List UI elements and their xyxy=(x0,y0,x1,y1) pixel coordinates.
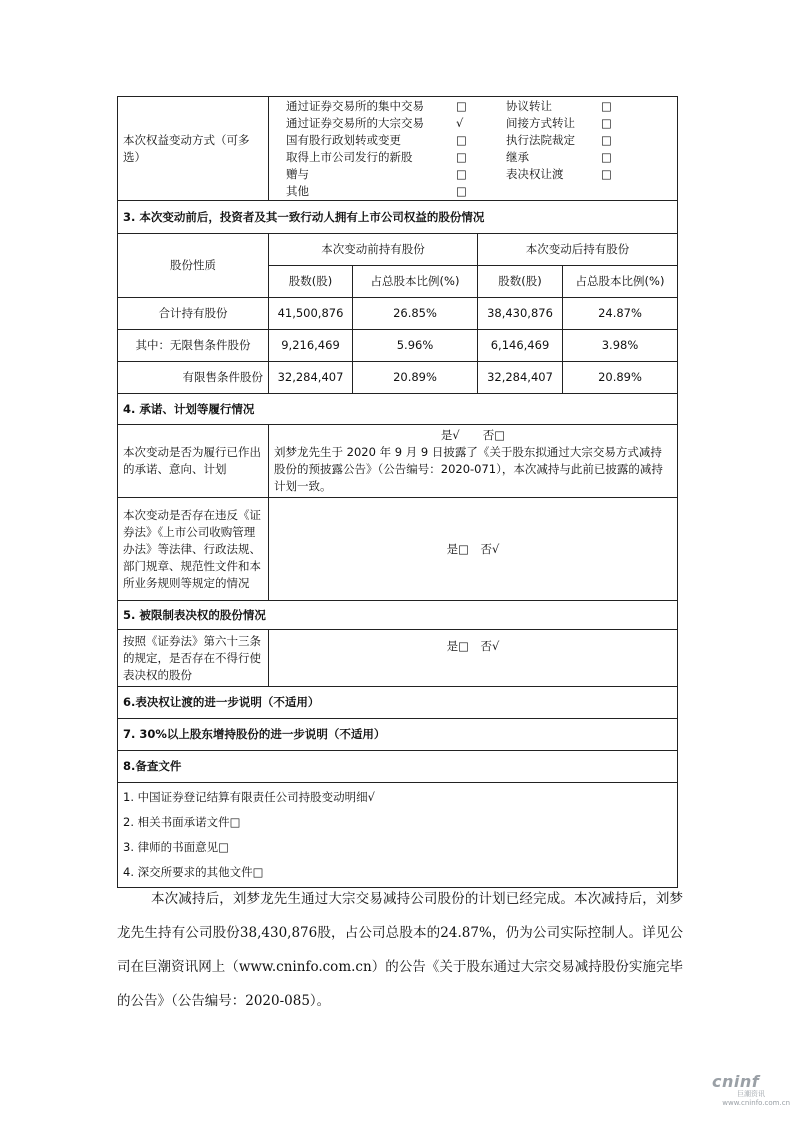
voting-restriction-question: 按照《证券法》第六十三条的规定，是否存在不得行使表决权的股份 xyxy=(118,630,269,687)
option-mark: □ xyxy=(601,98,612,113)
option-mark: □ xyxy=(456,149,467,164)
option-text: 表决权让渡 xyxy=(506,166,564,181)
after-shares-header: 股数(股) xyxy=(478,266,563,298)
list-item: 2. 相关书面承诺文件□ xyxy=(123,815,241,829)
before-ratio-header: 占总股本比例(%) xyxy=(353,266,478,298)
option-text: 协议转让 xyxy=(506,98,552,113)
after-header: 本次变动后持有股份 xyxy=(478,234,678,266)
equity-change-table xyxy=(117,96,678,888)
table-row xyxy=(118,298,678,330)
section6-title: 6.表决权让渡的进一步说明（不适用） xyxy=(118,687,678,719)
option-mark: □ xyxy=(601,149,612,164)
watermark-brand: cninf xyxy=(712,1072,760,1091)
disclosure-document xyxy=(117,96,677,888)
list-item: 3. 律师的书面意见□ xyxy=(123,840,229,854)
option-mark: □ xyxy=(456,132,467,147)
watermark-sub: 巨潮资讯 xyxy=(737,1090,765,1098)
violation-question: 本次变动是否存在违反《证券法》《上市公司收购管理办法》等法律、行政法规、部门规章、规范性文件和本所业务规则等规定的情况 xyxy=(118,498,269,601)
watermark-url: www.cninfo.com.cn xyxy=(722,1099,790,1107)
after-shares: 6,146,469 xyxy=(478,330,563,362)
option-text: 其他 xyxy=(286,183,309,198)
option-mark: □ xyxy=(601,132,612,147)
option-text: 赠与 xyxy=(286,166,309,181)
option-mark: √ xyxy=(456,115,464,130)
commitment-yesno: 是√ 否□ xyxy=(440,428,506,442)
option-mark: □ xyxy=(601,115,612,130)
before-shares-header: 股数(股) xyxy=(269,266,353,298)
section7-title: 7. 30%以上股东增持股份的进一步说明（不适用） xyxy=(118,719,678,751)
after-shares: 38,430,876 xyxy=(478,298,563,330)
change-method-label: 本次权益变动方式（可多选） xyxy=(118,97,269,201)
section5-title: 5. 被限制表决权的股份情况 xyxy=(118,601,678,630)
table-row xyxy=(118,362,678,394)
before-shares: 32,284,407 xyxy=(269,362,353,394)
row-label: 合计持有股份 xyxy=(118,298,269,330)
option-mark: □ xyxy=(456,166,467,181)
cninfo-watermark xyxy=(712,1072,790,1112)
before-ratio: 26.85% xyxy=(353,298,478,330)
option-text: 通过证券交易所的大宗交易 xyxy=(286,115,424,130)
before-shares: 41,500,876 xyxy=(269,298,353,330)
before-ratio: 20.89% xyxy=(353,362,478,394)
table-row xyxy=(118,330,678,362)
change-method-options xyxy=(269,98,677,200)
violation-yesno: 是□ 否√ xyxy=(269,498,678,601)
option-mark: □ xyxy=(601,166,612,181)
after-ratio-header: 占总股本比例(%) xyxy=(563,266,678,298)
option-mark: □ xyxy=(456,98,467,113)
reference-docs xyxy=(118,783,678,888)
section8-title: 8.备查文件 xyxy=(118,751,678,783)
option-text: 国有股行政划转或变更 xyxy=(286,132,401,147)
option-text: 间接方式转让 xyxy=(506,115,575,130)
section4-title: 4. 承诺、计划等履行情况 xyxy=(118,394,678,425)
before-ratio: 5.96% xyxy=(353,330,478,362)
option-text: 执行法院裁定 xyxy=(506,132,575,147)
commitment-detail: 刘梦龙先生于 2020 年 9 月 9 日披露了《关于股东拟通过大宗交易方式减持股份的预披露公告》（公告编号：2020-071），本次减持与此前已披露的减持计划一致。 xyxy=(274,445,663,493)
after-ratio: 20.89% xyxy=(563,362,678,394)
row-label: 其中：无限售条件股份 xyxy=(118,330,269,362)
section3-title: 3. 本次变动前后，投资者及其一致行动人拥有上市公司权益的股份情况 xyxy=(118,201,678,234)
row-label: 有限售条件股份 xyxy=(118,362,269,394)
list-item: 1. 中国证券登记结算有限责任公司持股变动明细√ xyxy=(123,790,375,804)
option-text: 取得上市公司发行的新股 xyxy=(286,149,413,164)
option-text: 通过证券交易所的集中交易 xyxy=(286,98,424,113)
closing-paragraph: 本次减持后，刘梦龙先生通过大宗交易减持公司股份的计划已经完成。本次减持后，刘梦龙先生持有公司股份38,430,876股，占公司总股本的24.87%，仍为公司实际控制人。详见公司在巨潮资讯网上（www.cninfo.com.cn）的公告《关于股东通过大宗交易减持股份实施完毕的公告》（公告编号：2020-085）。 xyxy=(117,891,683,1009)
before-shares: 9,216,469 xyxy=(269,330,353,362)
list-item: 4. 深交所要求的其他文件□ xyxy=(123,865,264,879)
voting-restriction-yesno: 是□ 否√ xyxy=(269,630,678,687)
share-nature-header: 股份性质 xyxy=(118,234,269,298)
after-ratio: 24.87% xyxy=(563,298,678,330)
change-method-row xyxy=(118,97,678,201)
option-mark: □ xyxy=(456,183,467,198)
option-text: 继承 xyxy=(506,149,529,164)
after-ratio: 3.98% xyxy=(563,330,678,362)
before-header: 本次变动前持有股份 xyxy=(269,234,478,266)
commitment-question: 本次变动是否为履行已作出的承诺、意向、计划 xyxy=(118,425,269,498)
after-shares: 32,284,407 xyxy=(478,362,563,394)
